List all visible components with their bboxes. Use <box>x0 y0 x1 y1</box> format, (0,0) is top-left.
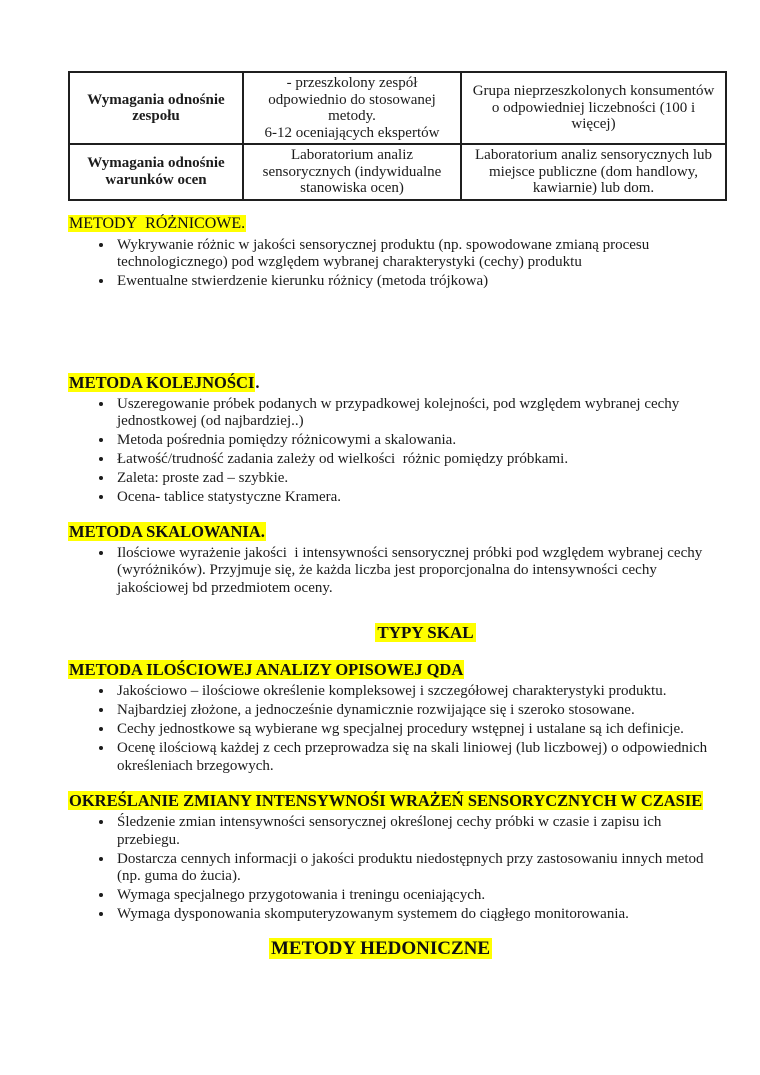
bullet-item: • Ewentualne stwierdzenie kierunku różnicy (metoda trójkowa) <box>114 273 723 291</box>
bullet-item: • Ilościowe wyrażenie jakości i intensywności sensorycznej próbki pod względem wybranej cechy (wyróżników). Przyjmuje się, że każda liczba jest proporcjonalna do intensywności cechy jakościowej bd przedmiotem oceny. <box>114 545 723 598</box>
highlighted-heading-text: METODA SKALOWANIA. <box>69 521 265 541</box>
bullet-item: • Najbardziej złożone, a jednocześnie dynamicznie rozwijające się i szeroko stosowane. <box>114 702 723 720</box>
section-heading <box>68 522 723 542</box>
highlighted-heading-text: METODA KOLEJNOŚCI <box>69 372 255 392</box>
table-cell-row-label: Wymagania odnośnie zespołu <box>69 72 243 144</box>
table-cell-public-conditions: Laboratorium analiz sensorycznych lub miejsce publiczne (dom handlowy, kawiarnie) lub dom. <box>461 144 726 200</box>
cell-line: 6-12 oceniających ekspertów <box>264 124 440 141</box>
bullet-item: • Dostarcza cennych informacji o jakości produktu niedostępnych przy zastosowaniu innych metod (np. guma do żucia). <box>114 851 723 886</box>
bullet-item: • Śledzenie zmian intensywności sensorycznej określonej cechy próbki w czasie i zapisu ich przebiegu. <box>114 814 723 849</box>
table-row <box>69 72 726 144</box>
highlighted-heading-text: OKREŚLANIE ZMIANY INTENSYWNOŚI WRAŻEŃ SENSORYCZNYCH W CZASIE <box>69 791 703 810</box>
table-row <box>69 144 726 200</box>
section-metoda-qda <box>68 660 723 775</box>
bullet-item: • Jakościowo – ilościowe określenie kompleksowej i szczegółowej charakterystyki produktu. <box>114 683 723 701</box>
bullet-list <box>68 545 723 598</box>
section-okreslanie-zmiany <box>68 791 723 924</box>
banner-typy-skal <box>128 622 723 643</box>
highlighted-banner-text: METODY HEDONICZNE <box>270 937 491 959</box>
section-heading <box>68 660 723 680</box>
banner-metody-hedoniczne <box>38 936 723 961</box>
requirements-table <box>68 71 727 201</box>
bullet-item: • Wymaga specjalnego przygotowania i treningu oceniających. <box>114 887 723 905</box>
section-heading <box>68 373 723 393</box>
section-metody-roznicowe <box>68 214 723 291</box>
table-cell-lab-conditions: Laboratorium analiz sensorycznych (indywidualne stanowiska ocen) <box>243 144 461 200</box>
bullet-item: • Wymaga dysponowania skomputeryzowanym systemem do ciągłego monitorowania. <box>114 906 723 924</box>
bullet-list <box>68 683 723 775</box>
highlighted-banner-text: TYPY SKAL <box>377 623 474 642</box>
bullet-item: • Ocenę ilościową każdej z cech przeprowadza się na skali liniowej (lub liczbowej) o odpowiednich określeniach brzegowych. <box>114 740 723 775</box>
section-heading <box>68 214 723 234</box>
section-metoda-kolejnosci <box>68 373 723 507</box>
bullet-item: • Wykrywanie różnic w jakości sensorycznej produktu (np. spowodowane zmianą procesu technologicznego) pod względem wybranej charakterystyki (cechy) produktu <box>114 237 723 272</box>
table-cell-expert-panel <box>243 72 461 144</box>
bullet-list <box>68 396 723 507</box>
section-metoda-skalowania <box>68 522 723 598</box>
bullet-item: • Uszeregowanie próbek podanych w przypadkowej kolejności, pod względem wybranej cechy jednostkowej (od najbardziej..) <box>114 396 723 431</box>
bullet-list <box>68 814 723 924</box>
bullet-item: • Zaleta: proste zad – szybkie. <box>114 470 723 488</box>
section-heading <box>68 791 723 811</box>
table-cell-consumer-group: Grupa nieprzeszkolonych konsumentów o odpowiedniej liczebności (100 i więcej) <box>461 72 726 144</box>
cell-line: - przeszkolony zespół odpowiednio do stosowanej metody. <box>268 75 436 124</box>
bullet-item: • Łatwość/trudność zadania zależy od wielkości różnic pomiędzy próbkami. <box>114 451 723 469</box>
highlighted-heading-text: METODY RÓŻNICOWE. <box>69 214 246 232</box>
bullet-item: • Metoda pośrednia pomiędzy różnicowymi a skalowania. <box>114 432 723 450</box>
highlighted-heading-text: METODA ILOŚCIOWEJ ANALIZY OPISOWEJ QDA <box>69 660 464 679</box>
bullet-list <box>68 237 723 291</box>
bullet-item: • Ocena- tablice statystyczne Kramera. <box>114 489 723 507</box>
bullet-item: • Cechy jednostkowe są wybierane wg specjalnej procedury wstępnej i ustalane są ich definicje. <box>114 721 723 739</box>
table-cell-row-label: Wymagania odnośnie warunków ocen <box>69 144 243 200</box>
heading-suffix: . <box>255 372 260 392</box>
